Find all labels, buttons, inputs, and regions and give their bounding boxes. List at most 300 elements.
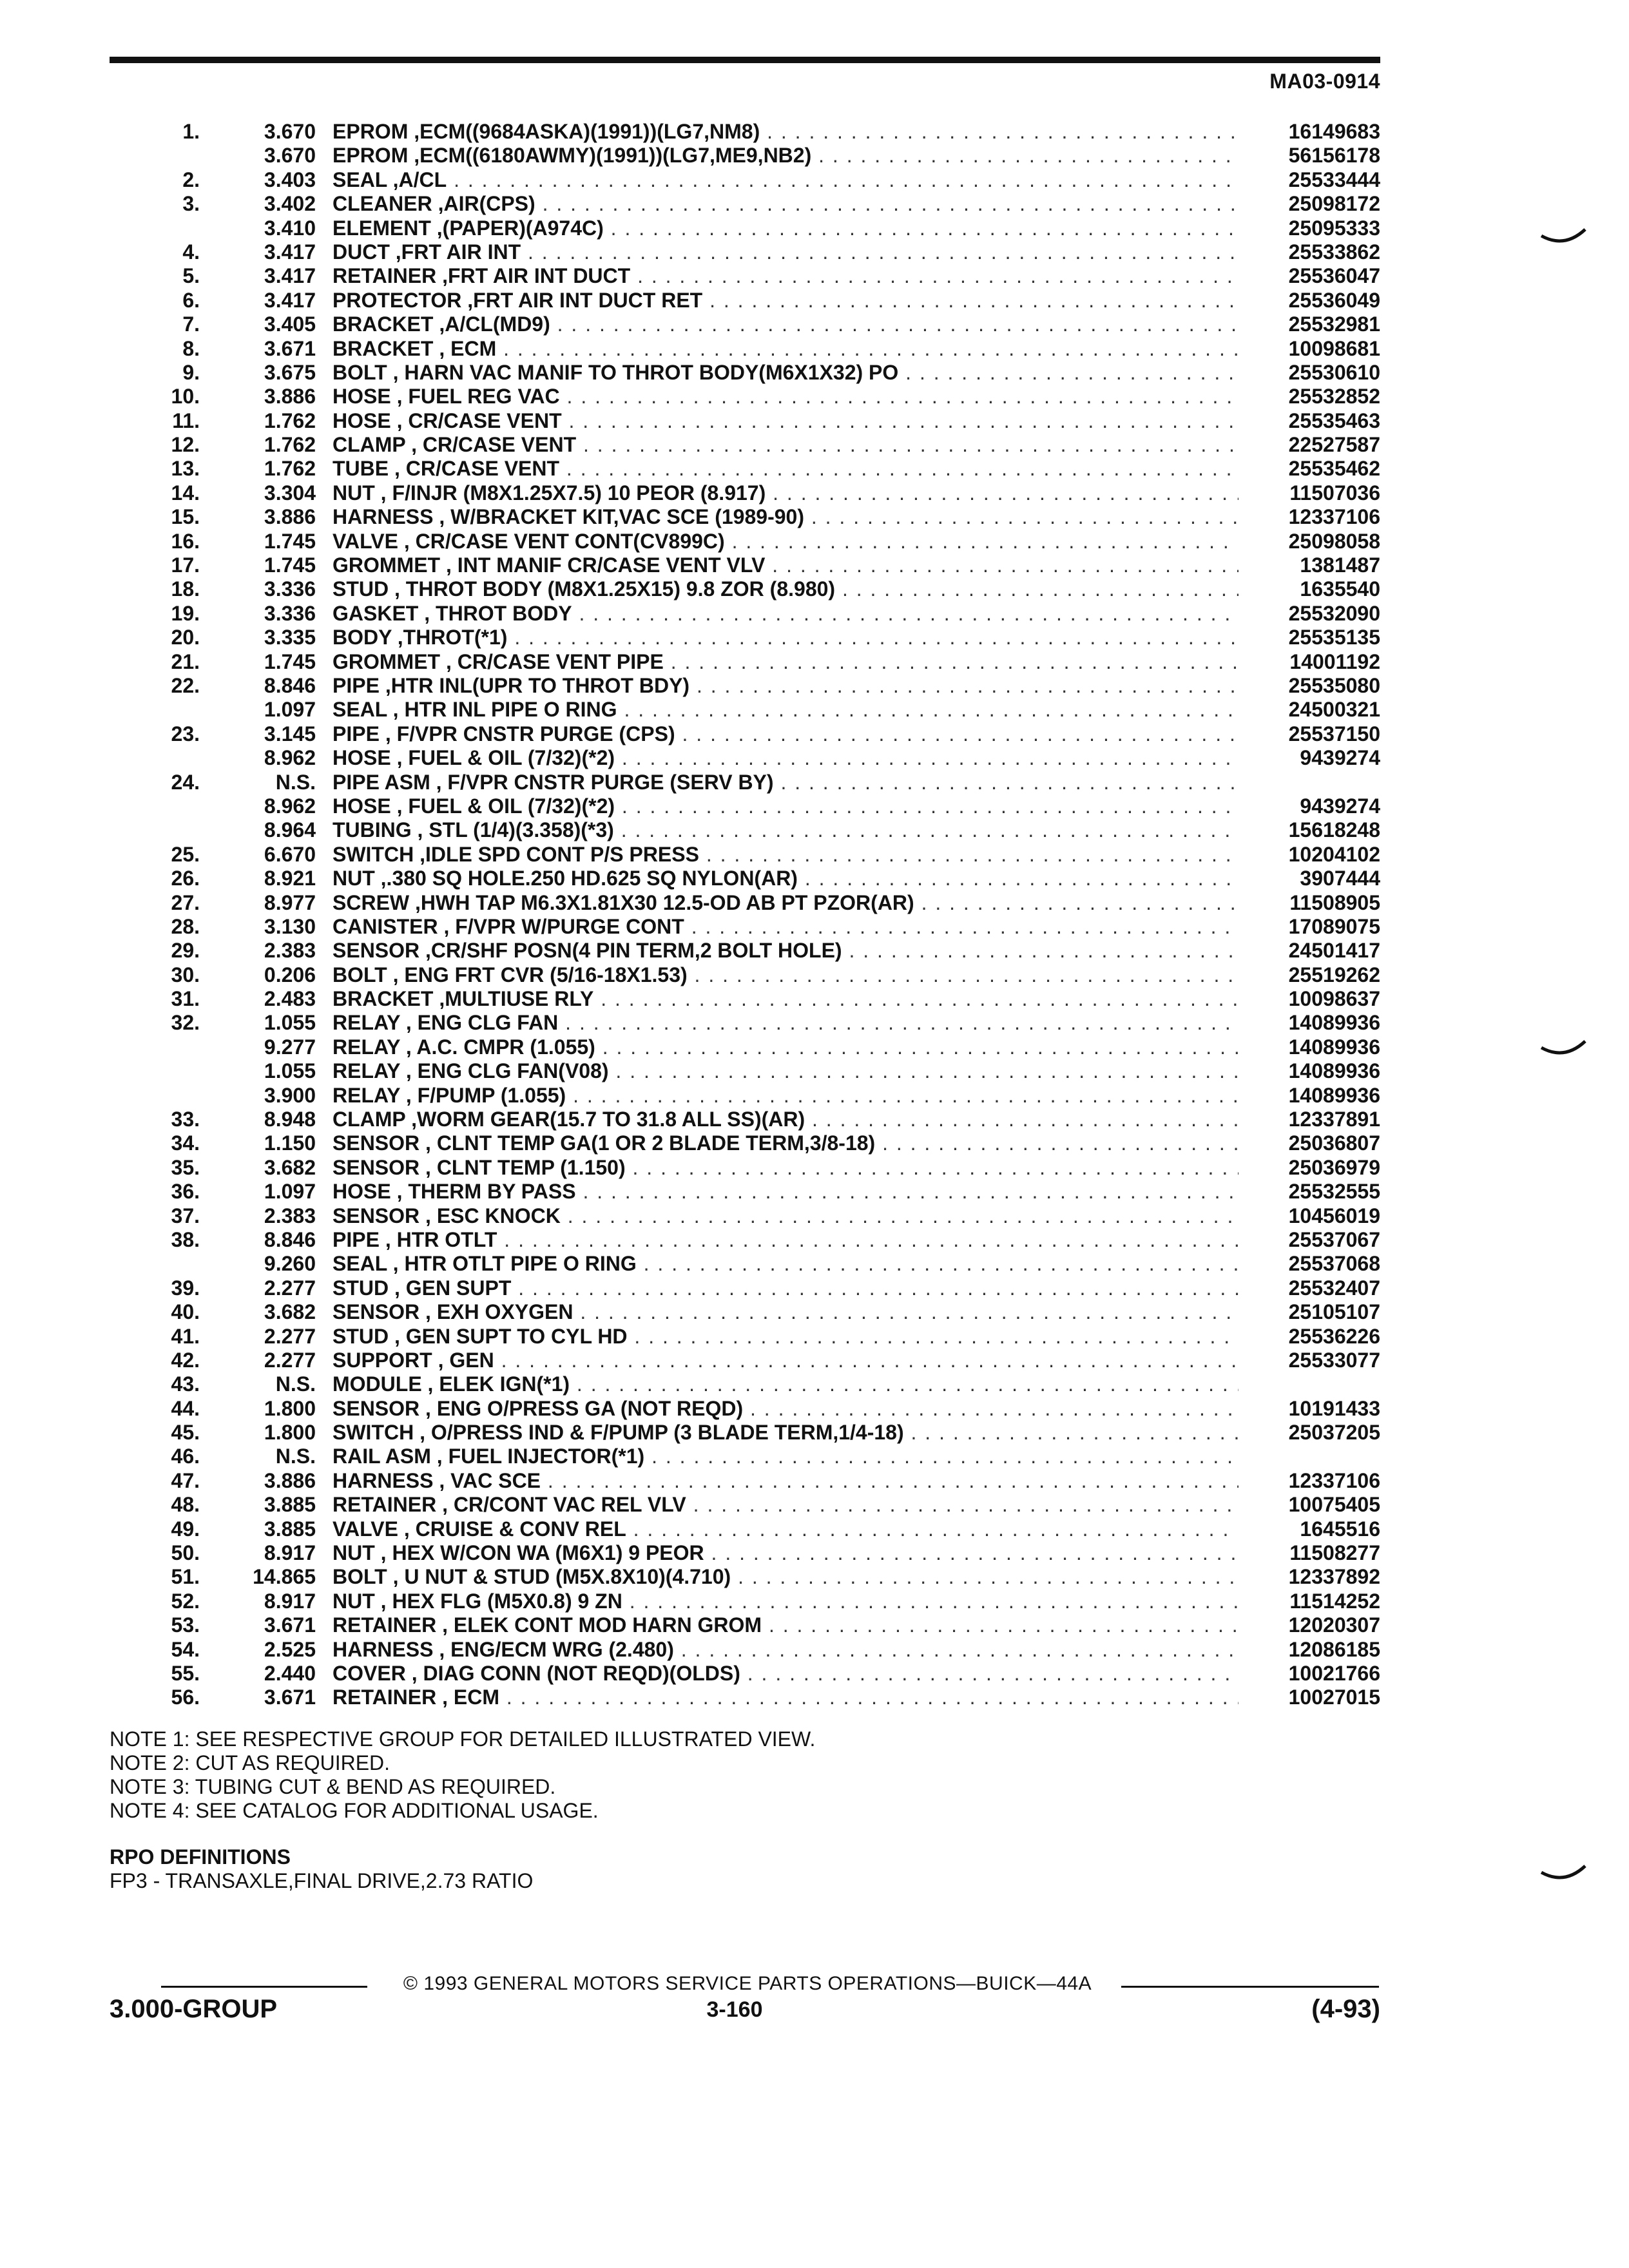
parts-row — [110, 264, 1380, 288]
ref-number: 53. — [171, 1613, 200, 1637]
part-number: 25532407 — [1288, 1276, 1380, 1300]
group-number: 3.417 — [264, 288, 316, 312]
part-description: PIPE ,HTR INL(UPR TO THROT BDY) . . . — [333, 674, 1239, 698]
group-number: 9.277 — [264, 1035, 316, 1059]
parts-row — [110, 192, 1380, 216]
ref-number: 27. — [171, 890, 200, 914]
part-description: SUPPORT , GEN . . . — [333, 1349, 1239, 1372]
part-number: 25536047 — [1288, 264, 1380, 288]
part-number: 25532852 — [1288, 385, 1380, 408]
part-description: PIPE , F/VPR CNSTR PURGE (CPS) . . . — [333, 722, 1239, 746]
part-number: 12337892 — [1288, 1565, 1380, 1589]
ref-number: 4. — [182, 240, 200, 264]
ref-number: 8. — [182, 336, 200, 360]
rpo-definition: FP3 - TRANSAXLE,FINAL DRIVE,2.73 RATIO — [110, 1869, 534, 1892]
ref-number: 14. — [171, 481, 200, 505]
part-description: BODY ,THROT(*1) . . . — [333, 626, 1239, 649]
parts-row — [110, 577, 1380, 601]
part-number: 15618248 — [1288, 818, 1380, 842]
part-number: 12020307 — [1288, 1613, 1380, 1637]
footer-rule-left — [161, 1986, 367, 1988]
parts-row — [110, 698, 1380, 722]
part-description: BRACKET ,MULTIUSE RLY . . . — [333, 987, 1239, 1011]
ref-number: 20. — [171, 626, 200, 649]
group-number: 8.977 — [264, 890, 316, 914]
part-number: 1635540 — [1300, 577, 1380, 601]
part-description: RETAINER , ECM . . . — [333, 1686, 1239, 1709]
group-number: 3.675 — [264, 360, 316, 384]
part-number: 22527587 — [1288, 433, 1380, 457]
group-number: 2.277 — [264, 1276, 316, 1300]
ref-number: 38. — [171, 1227, 200, 1251]
part-number: 11514252 — [1289, 1589, 1380, 1613]
parts-row — [110, 1541, 1380, 1565]
parts-row — [110, 1421, 1380, 1445]
part-description: SENSOR , EXH OXYGEN . . . — [333, 1300, 1239, 1324]
parts-row — [110, 289, 1380, 312]
part-number: 25535463 — [1288, 408, 1380, 432]
parts-row — [110, 1156, 1380, 1180]
part-number: 25530610 — [1288, 360, 1380, 384]
parts-row — [110, 602, 1380, 626]
part-description: HOSE , THERM BY PASS . . . — [333, 1180, 1239, 1204]
part-description: RETAINER ,FRT AIR INT DUCT . . . — [333, 264, 1239, 288]
parts-row — [110, 1180, 1380, 1204]
header-rule — [110, 57, 1380, 63]
part-description: PIPE ASM , F/VPR CNSTR PURGE (SERV BY) . . . — [333, 771, 1239, 794]
part-description: STUD , GEN SUPT . . . — [333, 1276, 1239, 1300]
parts-row — [110, 891, 1380, 915]
parts-row — [110, 1276, 1380, 1300]
part-description: NUT ,.380 SQ HOLE.250 HD.625 SQ NYLON(AR) . . . — [333, 867, 1239, 890]
ref-number: 13. — [171, 457, 200, 481]
part-description: HOSE , FUEL & OIL (7/32)(*2) . . . — [333, 746, 1239, 770]
part-description: BRACKET ,A/CL(MD9) . . . — [333, 312, 1239, 336]
part-number: 25535135 — [1288, 626, 1380, 649]
parts-row — [110, 1011, 1380, 1035]
part-number: 10191433 — [1288, 1396, 1380, 1420]
parts-row — [110, 1131, 1380, 1155]
part-number: 16149683 — [1288, 120, 1380, 143]
ref-number: 39. — [171, 1276, 200, 1300]
parts-row — [110, 1397, 1380, 1421]
ref-number: 11. — [172, 408, 200, 432]
parts-row — [110, 481, 1380, 505]
part-number: 17089075 — [1288, 914, 1380, 938]
parts-row — [110, 626, 1380, 649]
ref-number: 52. — [171, 1589, 200, 1613]
ref-number: 48. — [171, 1493, 200, 1517]
part-description: SEAL ,A/CL . . . — [333, 168, 1239, 192]
group-number: 0.206 — [264, 963, 316, 986]
part-description: VALVE , CR/CASE VENT CONT(CV899C) . . . — [333, 530, 1239, 553]
part-number: 11508905 — [1289, 890, 1380, 914]
ref-number: 1. — [182, 120, 200, 143]
ref-number: 44. — [171, 1396, 200, 1420]
part-description: ELEMENT ,(PAPER)(A974C) . . . — [333, 216, 1239, 240]
group-number: 1.097 — [264, 698, 316, 722]
ref-number: 41. — [171, 1324, 200, 1348]
parts-row — [110, 1084, 1380, 1108]
part-description: TUBING , STL (1/4)(3.358)(*3) . . . — [333, 818, 1239, 842]
part-number: 14089936 — [1288, 1035, 1380, 1059]
ref-number: 55. — [171, 1662, 200, 1685]
part-description: RETAINER , ELEK CONT MOD HARN GROM . . . — [333, 1613, 1239, 1637]
part-number: 1645516 — [1300, 1517, 1380, 1541]
ref-number: 2. — [182, 168, 200, 191]
parts-list — [110, 120, 1380, 1710]
parts-row — [110, 867, 1380, 890]
ref-number: 30. — [171, 963, 200, 986]
part-number: 25037205 — [1288, 1421, 1380, 1445]
part-number: 14089936 — [1288, 1083, 1380, 1107]
part-number: 25105107 — [1288, 1300, 1380, 1324]
parts-row — [110, 216, 1380, 240]
ref-number: 45. — [171, 1421, 200, 1445]
part-description: CLEANER ,AIR(CPS) . . . — [333, 192, 1239, 216]
part-description: TUBE , CR/CASE VENT . . . — [333, 457, 1239, 481]
parts-row — [110, 1445, 1380, 1468]
part-description: PROTECTOR ,FRT AIR INT DUCT RET . . . — [333, 289, 1239, 312]
part-number: 25036979 — [1288, 1155, 1380, 1179]
ref-number: 12. — [171, 433, 200, 457]
part-number: 25532981 — [1288, 312, 1380, 336]
part-number: 10021766 — [1288, 1662, 1380, 1685]
part-description: HARNESS , ENG/ECM WRG (2.480) . . . — [333, 1638, 1239, 1662]
part-description: STUD , GEN SUPT TO CYL HD . . . — [333, 1325, 1239, 1349]
part-number: 25536226 — [1288, 1324, 1380, 1348]
group-number: 3.304 — [264, 481, 316, 505]
parts-row — [110, 1349, 1380, 1372]
part-number: 10027015 — [1288, 1686, 1380, 1709]
binder-mark-icon — [1540, 227, 1586, 250]
group-number: 9.260 — [264, 1252, 316, 1276]
part-description: CLAMP ,WORM GEAR(15.7 TO 31.8 ALL SS)(AR) . . . — [333, 1108, 1239, 1131]
parts-row — [110, 240, 1380, 264]
ref-number: 7. — [182, 312, 200, 336]
part-number: 12337106 — [1288, 1468, 1380, 1492]
parts-row — [110, 746, 1380, 770]
group-number: 8.846 — [264, 1227, 316, 1251]
parts-row — [110, 1325, 1380, 1349]
group-number: 3.417 — [264, 264, 316, 288]
part-number: 25533862 — [1288, 240, 1380, 264]
group-number: 1.745 — [264, 649, 316, 673]
ref-number: 37. — [171, 1204, 200, 1227]
ref-number: 25. — [171, 842, 200, 866]
parts-row — [110, 337, 1380, 361]
binder-mark-icon — [1540, 1039, 1586, 1062]
parts-row — [110, 312, 1380, 336]
parts-row — [110, 650, 1380, 674]
part-number: 1381487 — [1300, 553, 1380, 577]
group-number: 8.921 — [264, 867, 316, 890]
ref-number: 9. — [182, 360, 200, 384]
ref-number: 18. — [171, 577, 200, 601]
page-number: 3-160 — [706, 1997, 763, 2022]
ref-number: 31. — [171, 987, 200, 1011]
ref-number: 5. — [182, 264, 200, 288]
part-description: BOLT , ENG FRT CVR (5/16-18X1.53) . . . — [333, 963, 1239, 987]
ref-number: 33. — [171, 1108, 200, 1131]
parts-row — [110, 1565, 1380, 1589]
parts-row — [110, 1228, 1380, 1252]
parts-row — [110, 1662, 1380, 1686]
parts-row — [110, 794, 1380, 818]
part-description: HOSE , FUEL & OIL (7/32)(*2) . . . — [333, 794, 1239, 818]
ref-number: 10. — [171, 385, 200, 408]
parts-row — [110, 1517, 1380, 1541]
group-number: 3.671 — [264, 1613, 316, 1637]
part-number: 25098172 — [1288, 192, 1380, 216]
parts-row — [110, 505, 1380, 529]
ref-number: 40. — [171, 1300, 200, 1324]
group-number: 1.745 — [264, 529, 316, 553]
group-number: N.S. — [275, 770, 316, 794]
group-number: N.S. — [275, 1372, 316, 1396]
group-number: N.S. — [275, 1445, 316, 1468]
group-number: 1.762 — [264, 408, 316, 432]
part-number: 12337891 — [1288, 1108, 1380, 1131]
parts-row — [110, 1686, 1380, 1709]
ref-number: 51. — [171, 1565, 200, 1589]
group-number: 8.917 — [264, 1541, 316, 1565]
ref-number: 22. — [171, 673, 200, 697]
parts-row — [110, 963, 1380, 987]
part-number: 10098637 — [1288, 987, 1380, 1011]
part-number: 25095333 — [1288, 216, 1380, 240]
part-description: PIPE , HTR OTLT . . . — [333, 1228, 1239, 1252]
ref-number: 50. — [171, 1541, 200, 1565]
part-number: 11508277 — [1289, 1541, 1380, 1565]
part-number: 10456019 — [1288, 1204, 1380, 1227]
group-number: 14.865 — [253, 1565, 316, 1589]
part-description: BOLT , U NUT & STUD (M5X.8X10)(4.710) . . . — [333, 1565, 1239, 1589]
parts-row — [110, 1469, 1380, 1493]
part-number: 10098681 — [1288, 336, 1380, 360]
group-number: 3.336 — [264, 601, 316, 625]
group-number: 8.846 — [264, 673, 316, 697]
part-description: SWITCH ,IDLE SPD CONT P/S PRESS . . . — [333, 843, 1239, 867]
rpo-title: RPO DEFINITIONS — [110, 1845, 291, 1869]
parts-row — [110, 1204, 1380, 1228]
part-number: 25535080 — [1288, 673, 1380, 697]
part-description: DUCT ,FRT AIR INT . . . — [333, 240, 1239, 264]
part-description: VALVE , CRUISE & CONV REL . . . — [333, 1517, 1239, 1541]
part-number: 9439274 — [1300, 794, 1380, 818]
part-description: STUD , THROT BODY (M8X1.25X15) 9.8 ZOR (8.980) . . . — [333, 577, 1239, 601]
ref-number: 24. — [171, 770, 200, 794]
copyright-line: © 1993 GENERAL MOTORS SERVICE PARTS OPERATIONS—BUICK—44A — [403, 1973, 1092, 1994]
parts-row — [110, 1372, 1380, 1396]
part-description: SCREW ,HWH TAP M6.3X1.81X30 12.5-OD AB PT PZOR(AR) . . . — [333, 891, 1239, 915]
part-number: 25532555 — [1288, 1180, 1380, 1204]
parts-row — [110, 144, 1380, 168]
part-description: CLAMP , CR/CASE VENT . . . — [333, 433, 1239, 457]
part-description: EPROM ,ECM((9684ASKA)(1991))(LG7,NM8) . . . — [333, 120, 1239, 144]
note-4: NOTE 4: SEE CATALOG FOR ADDITIONAL USAGE. — [110, 1799, 599, 1822]
part-description: GROMMET , CR/CASE VENT PIPE . . . — [333, 650, 1239, 674]
part-description: RELAY , ENG CLG FAN(V08) . . . — [333, 1059, 1239, 1083]
group-number: 3.145 — [264, 722, 316, 745]
part-description: NUT , HEX W/CON WA (M6X1) 9 PEOR . . . — [333, 1541, 1239, 1565]
part-number: 25533444 — [1288, 168, 1380, 191]
ref-number: 16. — [171, 529, 200, 553]
part-description: RELAY , F/PUMP (1.055) . . . — [333, 1084, 1239, 1108]
part-description: RELAY , A.C. CMPR (1.055) . . . — [333, 1035, 1239, 1059]
ref-number: 35. — [171, 1155, 200, 1179]
group-number: 2.440 — [264, 1662, 316, 1685]
note-2: NOTE 2: CUT AS REQUIRED. — [110, 1751, 390, 1774]
part-description: GROMMET , INT MANIF CR/CASE VENT VLV . . . — [333, 553, 1239, 577]
parts-row — [110, 843, 1380, 867]
group-number: 2.383 — [264, 1204, 316, 1227]
group-number: 2.277 — [264, 1348, 316, 1372]
group-number: 1.097 — [264, 1180, 316, 1204]
ref-number: 54. — [171, 1637, 200, 1661]
group-number: 1.055 — [264, 1011, 316, 1035]
ref-number: 29. — [171, 939, 200, 963]
group-number: 2.277 — [264, 1324, 316, 1348]
group-number: 2.383 — [264, 939, 316, 963]
part-description: HARNESS , VAC SCE . . . — [333, 1469, 1239, 1493]
part-number: 25533077 — [1288, 1348, 1380, 1372]
parts-row — [110, 1108, 1380, 1131]
group-number: 3.885 — [264, 1517, 316, 1541]
group-number: 3.670 — [264, 120, 316, 143]
ref-number: 36. — [171, 1180, 200, 1204]
group-number: 8.917 — [264, 1589, 316, 1613]
part-number: 25537150 — [1288, 722, 1380, 745]
parts-row — [110, 361, 1380, 385]
part-number: 14089936 — [1288, 1059, 1380, 1083]
note-3: NOTE 3: TUBING CUT & BEND AS REQUIRED. — [110, 1775, 556, 1798]
rpo-section — [110, 1845, 533, 1893]
part-number: 10075405 — [1288, 1493, 1380, 1517]
part-number: 25519262 — [1288, 963, 1380, 986]
part-number: 25536049 — [1288, 288, 1380, 312]
parts-row — [110, 168, 1380, 192]
parts-row — [110, 457, 1380, 481]
parts-row — [110, 1252, 1380, 1276]
revision-date: (4-93) — [1311, 1995, 1380, 2023]
group-number: 8.948 — [264, 1108, 316, 1131]
part-number: 10204102 — [1288, 842, 1380, 866]
ref-number: 3. — [182, 192, 200, 216]
part-number: 25537068 — [1288, 1252, 1380, 1276]
part-description: NUT , F/INJR (M8X1.25X7.5) 10 PEOR (8.917) . . . — [333, 481, 1239, 505]
ref-number: 49. — [171, 1517, 200, 1541]
part-description: GASKET , THROT BODY . . . — [333, 602, 1239, 626]
part-number: 12086185 — [1288, 1637, 1380, 1661]
group-number: 8.964 — [264, 818, 316, 842]
part-number: 25537067 — [1288, 1227, 1380, 1251]
part-description: NUT , HEX FLG (M5X0.8) 9 ZN . . . — [333, 1590, 1239, 1613]
ref-number: 46. — [171, 1445, 200, 1468]
parts-row — [110, 674, 1380, 698]
part-description: HOSE , FUEL REG VAC . . . — [333, 385, 1239, 408]
group-number: 3.671 — [264, 1686, 316, 1709]
parts-row — [110, 722, 1380, 746]
part-number: 14001192 — [1289, 649, 1380, 673]
group-number: 1.800 — [264, 1396, 316, 1420]
part-number: 25532090 — [1288, 601, 1380, 625]
part-description: MODULE , ELEK IGN(*1) . . . — [333, 1372, 1239, 1396]
group-number: 3.671 — [264, 336, 316, 360]
parts-row — [110, 818, 1380, 842]
ref-number: 47. — [171, 1468, 200, 1492]
group-number: 8.962 — [264, 746, 316, 770]
part-description: EPROM ,ECM((6180AWMY)(1991))(LG7,ME9,NB2) . . . — [333, 144, 1239, 168]
group-number: 2.525 — [264, 1637, 316, 1661]
group-number: 3.410 — [264, 216, 316, 240]
parts-row — [110, 120, 1380, 144]
ref-number: 15. — [171, 505, 200, 529]
binder-mark-icon — [1540, 1863, 1586, 1887]
parts-row — [110, 1613, 1380, 1637]
parts-row — [110, 1638, 1380, 1662]
ref-number: 26. — [171, 867, 200, 890]
part-number: 25036807 — [1288, 1131, 1380, 1155]
group-number: 3.335 — [264, 626, 316, 649]
group-number: 3.886 — [264, 385, 316, 408]
group-number: 3.900 — [264, 1083, 316, 1107]
part-description: HARNESS , W/BRACKET KIT,VAC SCE (1989-90) . . . — [333, 505, 1239, 529]
group-number: 3.405 — [264, 312, 316, 336]
part-number: 9439274 — [1300, 746, 1380, 770]
part-number: 14089936 — [1288, 1011, 1380, 1035]
ref-number: 43. — [171, 1372, 200, 1396]
ref-number: 17. — [171, 553, 200, 577]
group-number: 3.670 — [264, 144, 316, 168]
group-number: 1.762 — [264, 433, 316, 457]
part-number: 25098058 — [1288, 529, 1380, 553]
ref-number: 32. — [171, 1011, 200, 1035]
ref-number: 56. — [171, 1686, 200, 1709]
ref-number: 23. — [171, 722, 200, 745]
part-description: SENSOR , CLNT TEMP GA(1 OR 2 BLADE TERM,3/8-18) . . . — [333, 1131, 1239, 1155]
part-number: 25535462 — [1288, 457, 1380, 481]
group-number: 3.886 — [264, 1468, 316, 1492]
ref-number: 6. — [182, 288, 200, 312]
part-number: 3907444 — [1300, 867, 1380, 890]
parts-row — [110, 1059, 1380, 1083]
group-number: 1.745 — [264, 553, 316, 577]
group-number: 1.055 — [264, 1059, 316, 1083]
part-description: SENSOR , ENG O/PRESS GA (NOT REQD) . . . — [333, 1397, 1239, 1421]
part-description: RAIL ASM , FUEL INJECTOR(*1) . . . — [333, 1445, 1239, 1468]
document-code: MA03-0914 — [1269, 70, 1380, 93]
parts-row — [110, 409, 1380, 433]
part-description: SENSOR , CLNT TEMP (1.150) . . . — [333, 1156, 1239, 1180]
part-number: 11507036 — [1289, 481, 1380, 505]
group-number: 1.800 — [264, 1421, 316, 1445]
group-label: 3.000-GROUP — [110, 1995, 278, 2023]
ref-number: 34. — [171, 1131, 200, 1155]
group-number: 3.682 — [264, 1300, 316, 1324]
group-number: 1.150 — [264, 1131, 316, 1155]
group-number: 3.886 — [264, 505, 316, 529]
part-description: SEAL , HTR INL PIPE O RING . . . — [333, 698, 1239, 722]
part-number: 56156178 — [1288, 144, 1380, 168]
part-description: COVER , DIAG CONN (NOT REQD)(OLDS) . . . — [333, 1662, 1239, 1686]
part-number: 24500321 — [1288, 698, 1380, 722]
part-description: HOSE , CR/CASE VENT . . . — [333, 409, 1239, 433]
part-description: RETAINER , CR/CONT VAC REL VLV . . . — [333, 1493, 1239, 1517]
notes-section — [110, 1727, 815, 1823]
parts-row — [110, 530, 1380, 553]
footer-rule-right — [1121, 1986, 1379, 1988]
